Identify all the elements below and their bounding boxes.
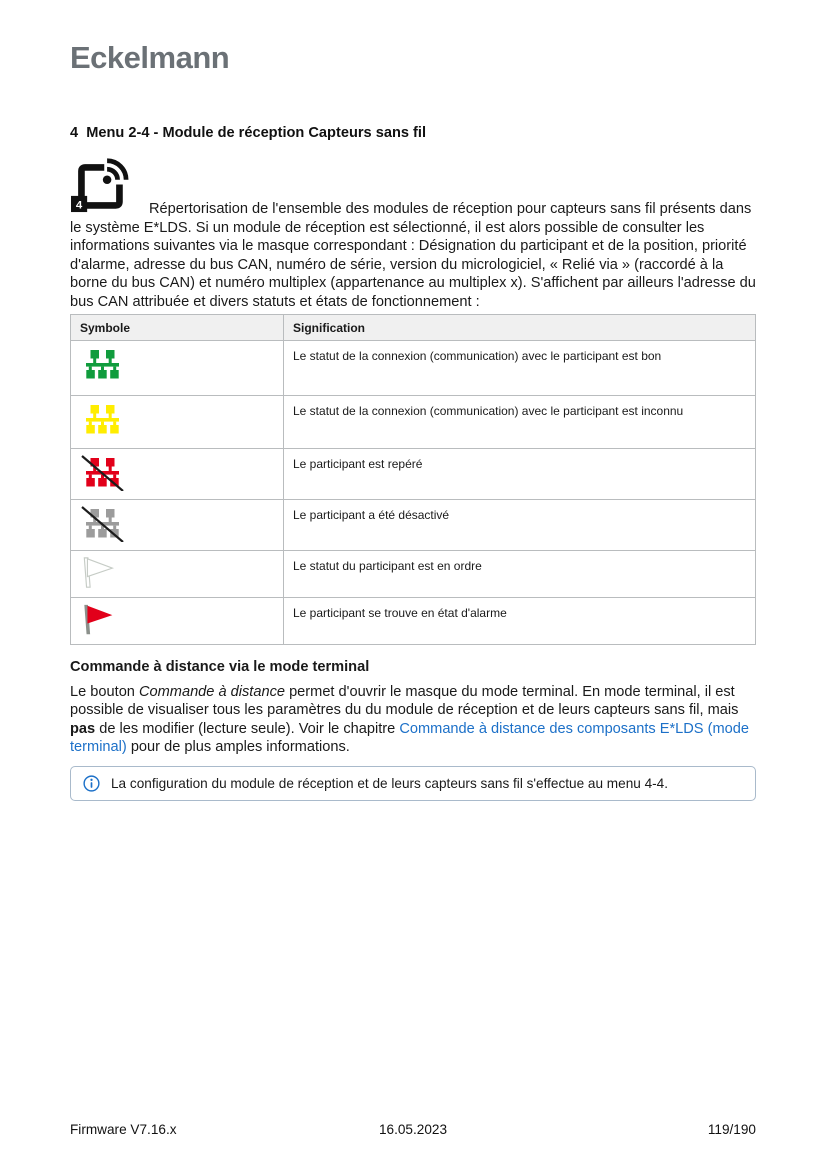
network-marked-icon [81, 455, 125, 491]
table-row [71, 597, 756, 644]
row-meaning: Le statut de la connexion (communication) avec le participant est bon [284, 340, 756, 395]
footer-date: 16.05.2023 [378, 1122, 448, 1137]
intro-paragraph [70, 156, 756, 312]
chapter-link[interactable]: Commande à distance des composants E*LDS (mode terminal) [70, 720, 749, 756]
wireless-receiver-module-icon [70, 156, 129, 219]
flag-ok-icon [81, 557, 117, 589]
row-meaning: Le participant est repéré [284, 448, 756, 499]
row-meaning: Le statut du participant est en ordre [284, 550, 756, 597]
table-row [71, 448, 756, 499]
footer-page-number: 119/190 [707, 1122, 756, 1137]
table-row [71, 550, 756, 597]
page-title: 4 Menu 2-4 - Module de réception Capteurs sans fil [70, 125, 426, 141]
info-icon [83, 775, 100, 792]
info-note [70, 766, 756, 801]
svg-text:4: 4 [75, 199, 83, 212]
text-segment: de les modifier (lecture seule). Voir le chapitre [95, 720, 400, 737]
symbol-table [70, 314, 756, 645]
button-name-italic: Commande à distance [138, 683, 286, 700]
column-header-symbole: Symbole [71, 314, 284, 340]
eckelmann-logo: Eckelmann [70, 40, 230, 75]
text-segment: Le bouton [70, 683, 139, 700]
table-row [71, 395, 756, 448]
terminal-paragraph [70, 683, 756, 757]
note-text: La configuration du module de réception et de leurs capteurs sans fil s'effectue au menu 4-4. [111, 775, 669, 791]
table-row [71, 340, 756, 395]
row-meaning: Le statut de la connexion (communication) avec le participant est inconnu [284, 395, 756, 448]
page-footer [70, 1122, 756, 1137]
text-segment: pour de plus amples informations. [126, 739, 350, 756]
text-segment: permet d'ouvrir le masque du mode terminal. En mode terminal, il est possible de visualiser tous les paramètres du du module de réception et de leurs capteurs sans fil, mais [70, 683, 739, 719]
table-row [71, 499, 756, 550]
row-meaning: Le participant se trouve en état d'alarme [284, 597, 756, 644]
row-meaning: Le participant a été désactivé [284, 499, 756, 550]
intro-text: Répertorisation de l'ensemble des modules de réception pour capteurs sans fil présents dans le système E*LDS. Si un module de réception est sélectionné, il est alors possible de consulter les informations suivantes via le masque correspondant : Désignation du participant et de la position, priorité d'alarme, adresse du bus CAN, numéro de série, version du micrologiciel, « Relié via » (raccordé à la borne du bus CAN) et numéro multiplex (appartenance au multiplex x). S'affichent par ailleurs l'adresse du bus CAN attribuée et divers statuts et états de fonctionnement : [70, 201, 756, 310]
section-heading-terminal: Commande à distance via le mode terminal [70, 658, 370, 675]
footer-firmware-version: Firmware V7.16.x [70, 1122, 177, 1137]
flag-alarm-icon [81, 604, 117, 636]
network-disabled-icon [81, 506, 125, 542]
emphasis-pas: pas [70, 720, 96, 737]
column-header-signification: Signification [284, 314, 756, 340]
network-status-good-icon [81, 347, 125, 383]
table-header-row [71, 314, 756, 340]
network-status-unknown-icon [81, 402, 125, 438]
